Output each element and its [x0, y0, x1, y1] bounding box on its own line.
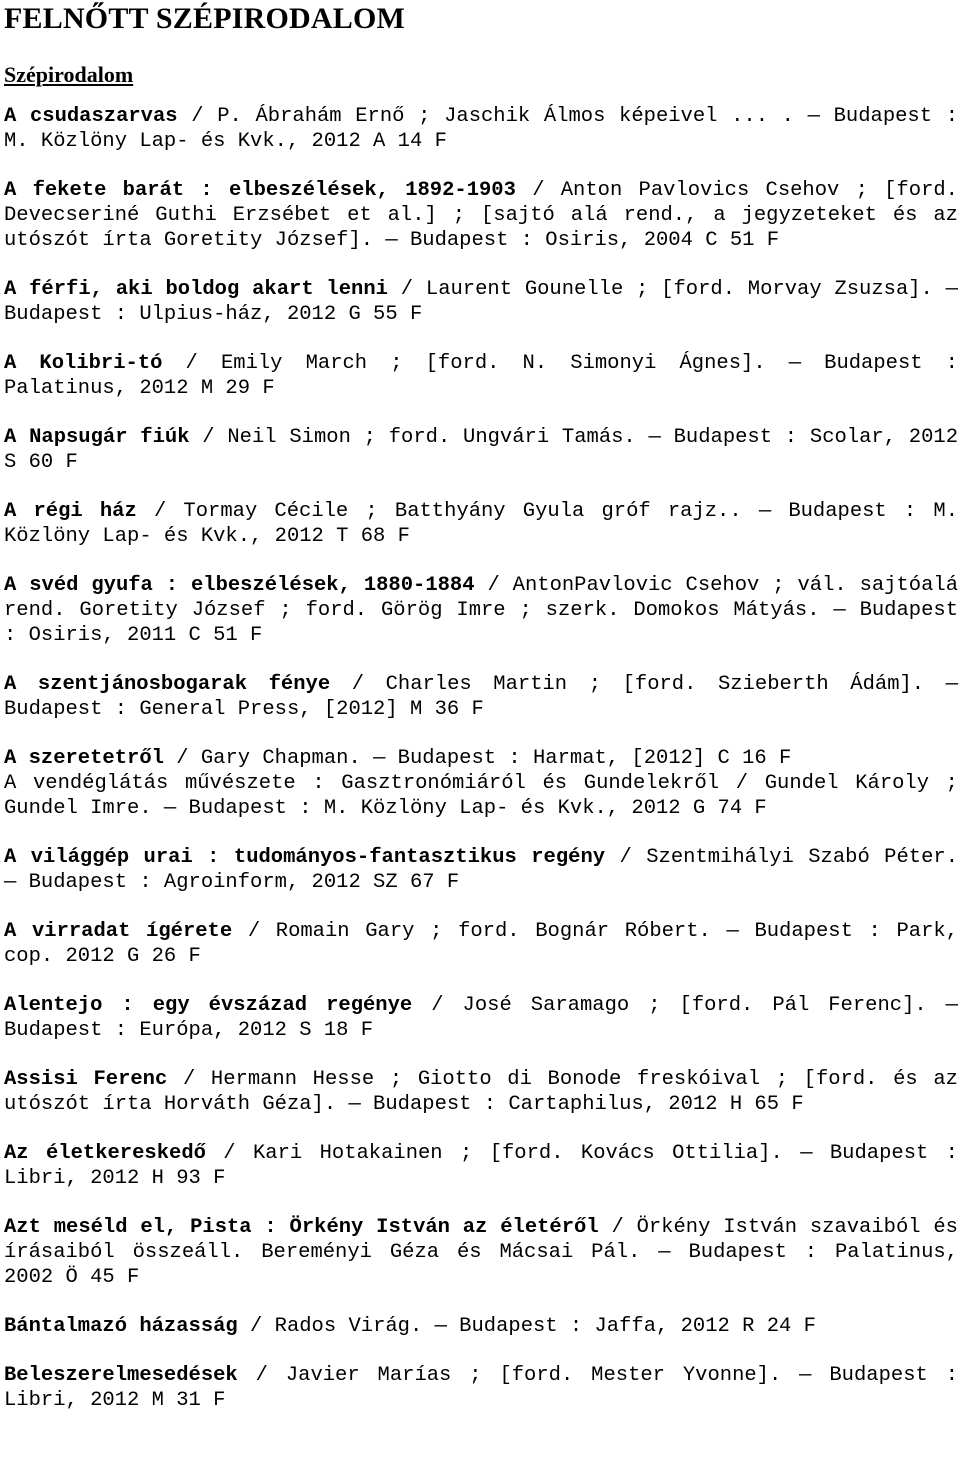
entry-title: A virradat ígérete: [4, 920, 233, 943]
entry-title: A svéd gyufa : elbeszélések, 1880-1884: [4, 574, 475, 597]
list-item: [4, 351, 958, 401]
list-item: [4, 1314, 958, 1339]
entry-title: A Napsugár fiúk: [4, 426, 190, 449]
list-item: [4, 499, 958, 549]
entry-title: Alentejo : egy évszázad regénye: [4, 994, 413, 1017]
section-title: Szépirodalom: [4, 62, 134, 87]
entry-title: Az életkereskedő: [4, 1142, 206, 1165]
list-item: [4, 277, 958, 327]
list-item: [4, 1215, 958, 1290]
entry-details: / Charles Martin ; [ford. Szieberth Ádám]. — Budapest : General Press, [2012] M 36 F: [4, 673, 958, 721]
entry-details: / Gary Chapman. — Budapest : Harmat, [2012] C 16 F: [163, 747, 792, 770]
entry-details: / Szentmihályi Szabó Péter. — Budapest : Agroinform, 2012 SZ 67 F: [4, 846, 958, 894]
entry-details: / Neil Simon ; ford. Ungvári Tamás. — Budapest : Scolar, 2012 S 60 F: [4, 426, 958, 474]
list-item: [4, 993, 958, 1043]
entry-title: Bántalmazó házasság: [4, 1315, 238, 1338]
entry-title: Beleszerelmesedések: [4, 1364, 238, 1387]
entry-list: [4, 104, 958, 1413]
entry-title: A fekete barát : elbeszélések, 1892-1903: [4, 179, 516, 202]
entry-details: / Tormay Cécile ; Batthyány Gyula gróf rajz.. — Budapest : M. Közlöny Lap- és Kvk., 2012 T 68 F: [4, 500, 958, 548]
document-page: [4, 0, 958, 1437]
list-item: [4, 178, 958, 253]
list-item: [4, 104, 958, 154]
list-item: [4, 1067, 958, 1117]
entry-details: / Emily March ; [ford. N. Simonyi Ágnes]. — Budapest : Palatinus, 2012 M 29 F: [4, 352, 958, 400]
entry-details: / Hermann Hesse ; Giotto di Bonode freskóival ; [ford. és az utószót írta Horváth Géza]. — Budapest : Cartaphilus, 2012 H 65 F: [4, 1068, 958, 1116]
entry-details: / Örkény István szavaiból és írásaiból összeáll. Bereményi Géza és Mácsai Pál. — Budapest : Palatinus, 2002 Ö 45 F: [4, 1216, 958, 1289]
entry-details: / Laurent Gounelle ; [ford. Morvay Zsuzsa]. — Budapest : Ulpius-ház, 2012 G 55 F: [4, 278, 958, 326]
entry-details: / P. Ábrahám Ernő ; Jaschik Álmos képeivel ... . — Budapest : M. Közlöny Lap- és Kvk., 2012 A 14 F: [4, 105, 958, 153]
entry-title: A csudaszarvas: [4, 105, 178, 128]
entry-details: / Romain Gary ; ford. Bognár Róbert. — Budapest : Park, cop. 2012 G 26 F: [4, 920, 958, 968]
list-item: [4, 746, 958, 771]
entry-title: A szentjánosbogarak fénye: [4, 673, 331, 696]
document-title: FELNŐTT SZÉPIRODALOM: [4, 2, 406, 35]
entry-details: / Rados Virág. — Budapest : Jaffa, 2012 R 24 F: [237, 1315, 816, 1338]
entry-title: A világgép urai : tudományos-fantasztikus regény: [4, 846, 606, 869]
entry-details: A vendéglátás művészete : Gasztronómiáról és Gundelekről / Gundel Károly ; Gundel Imre. — Budapest : M. Közlöny Lap- és Kvk., 2012 G 74 F: [4, 772, 958, 820]
entry-details: / AntonPavlovic Csehov ; vál. sajtóalá rend. Goretity József ; ford. Görög Imre ; szerk. Domokos Mátyás. — Budapest : Osiris, 2011 C 51 F: [4, 574, 958, 647]
list-item: [4, 845, 958, 895]
list-item: [4, 573, 958, 648]
list-item: [4, 425, 958, 475]
list-item: [4, 771, 958, 821]
entry-details: / José Saramago ; [ford. Pál Ferenc]. — Budapest : Európa, 2012 S 18 F: [4, 994, 958, 1042]
entry-details: / Kari Hotakainen ; [ford. Kovács Ottilia]. — Budapest : Libri, 2012 H 93 F: [4, 1142, 958, 1190]
list-item: [4, 672, 958, 722]
entry-title: A szeretetről: [4, 747, 164, 770]
entry-title: A férfi, aki boldog akart lenni: [4, 278, 388, 301]
entry-title: A Kolibri-tó: [4, 352, 163, 375]
entry-details: / Javier Marías ; [ford. Mester Yvonne]. — Budapest : Libri, 2012 M 31 F: [4, 1364, 958, 1412]
entry-title: Azt meséld el, Pista : Örkény István az életéről: [4, 1216, 599, 1239]
list-item: [4, 1141, 958, 1191]
entry-title: Assisi Ferenc: [4, 1068, 168, 1091]
list-item: [4, 1363, 958, 1413]
entry-details: / Anton Pavlovics Csehov ; [ford. Devecseriné Guthi Erzsébet et al.] ; [sajtó alá rend., a jegyzeteket és az utószót írta Goretity József]. — Budapest : Osiris, 2004 C 51 F: [4, 179, 958, 252]
list-item: [4, 919, 958, 969]
entry-title: A régi ház: [4, 500, 137, 523]
